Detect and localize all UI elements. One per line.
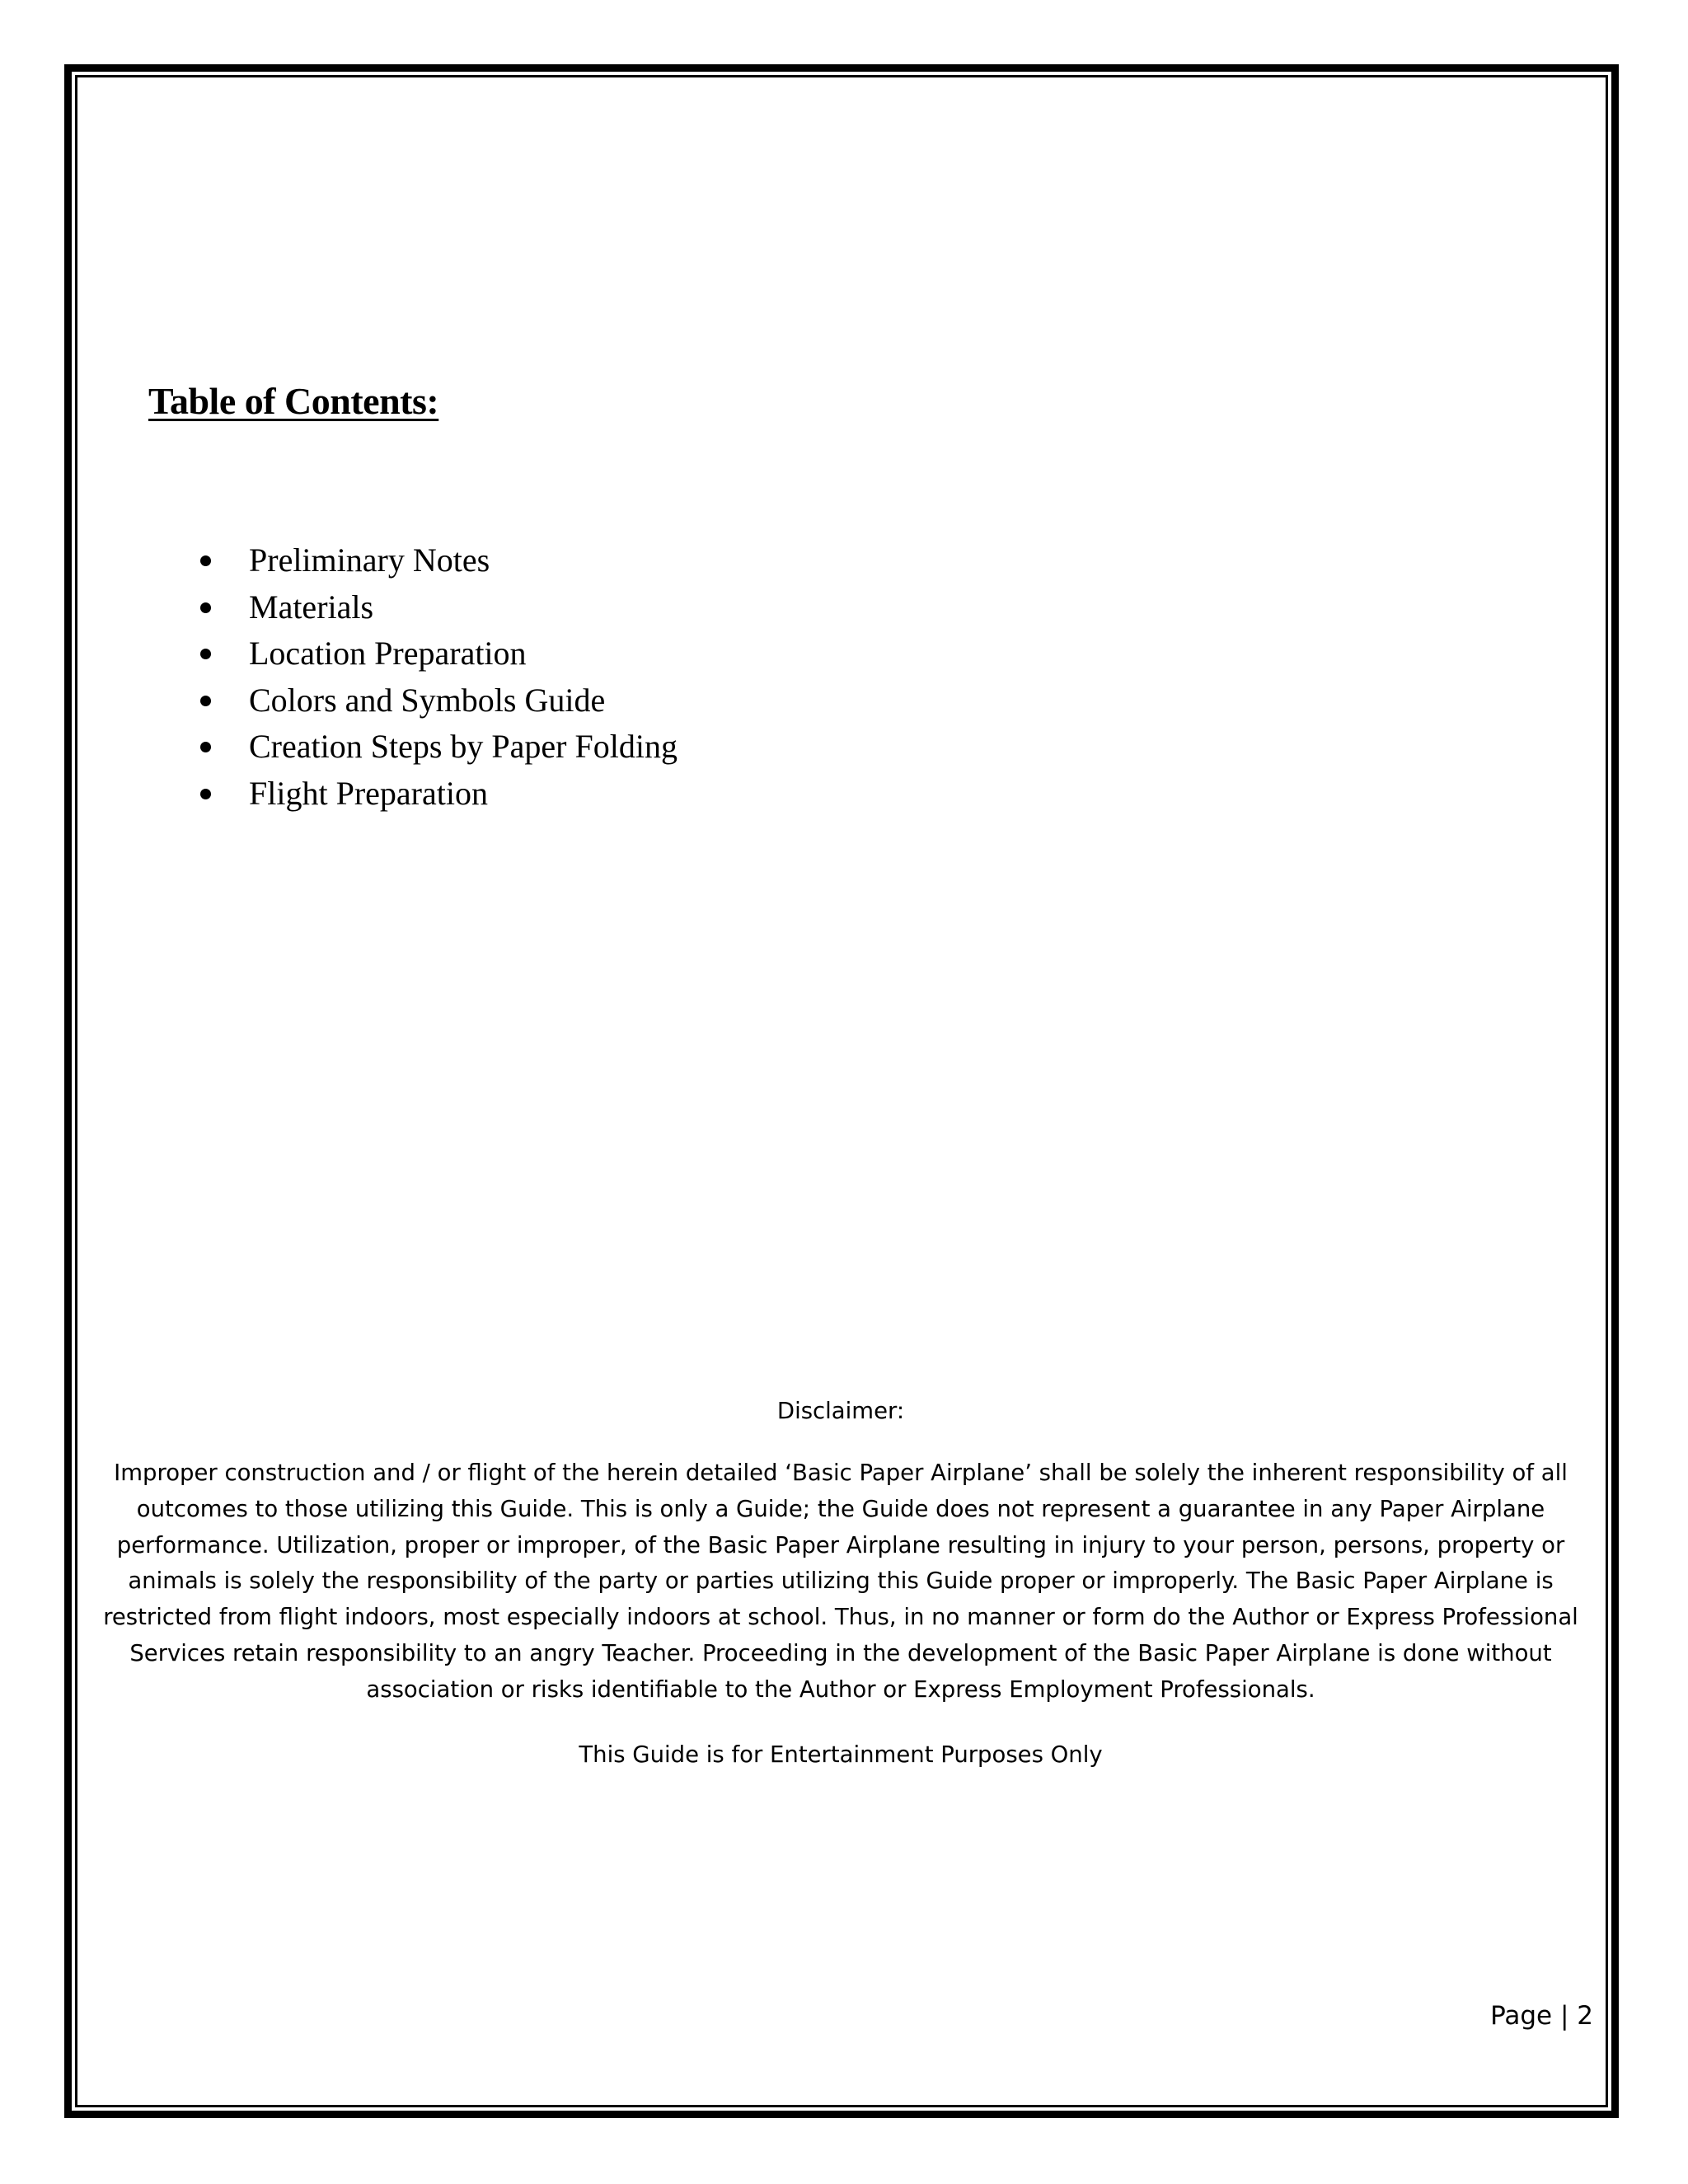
toc-item-label: Materials [249, 588, 374, 626]
toc-item [198, 677, 678, 724]
toc-item [198, 584, 678, 631]
toc-item-label: Location Preparation [249, 635, 527, 672]
toc-item-label: Preliminary Notes [249, 541, 490, 579]
bullet-icon [200, 789, 211, 799]
disclaimer-footer: This Guide is for Entertainment Purposes Only [579, 1741, 1103, 1768]
bullet-icon [200, 649, 211, 659]
toc-item [198, 724, 678, 771]
bullet-icon [200, 602, 211, 613]
page-number: Page | 2 [1490, 2001, 1593, 2031]
disclaimer-body: Improper construction and / or flight of the herein detailed ‘Basic Paper Airplane’ shall be solely the inherent responsibility of all outcomes to those utilizing this Guide. This is only a Guide; the Guide does not represent a guarantee in any Paper Airplane performance. Utilization, proper or improper, of the Basic Paper Airplane resulting in injury to your person, persons, property or animals is solely the responsibility of the party or parties utilizing this Guide proper or improperly. The Basic Paper Airplane is restricted from flight indoors, most especially indoors at school. Thus, in no manner or form do the Author or Express Professional Services retain responsibility to an angry Teacher. Proceeding in the development of the Basic Paper Airplane is done without association or risks identifiable to the Author or Express Employment Professionals. [103, 1460, 1578, 1703]
toc-item [198, 537, 678, 584]
disclaimer-section [91, 1393, 1591, 1773]
toc-item-label: Colors and Symbols Guide [249, 681, 606, 719]
toc-item [198, 771, 678, 818]
bullet-icon [200, 555, 211, 566]
bullet-icon [200, 696, 211, 706]
toc-item-label: Creation Steps by Paper Folding [249, 728, 678, 765]
bullet-icon [200, 742, 211, 752]
toc-item [198, 630, 678, 677]
toc-item-label: Flight Preparation [249, 774, 488, 812]
disclaimer-heading: Disclaimer: [776, 1398, 905, 1424]
toc-title: Table of Contents: [148, 380, 439, 422]
toc-list [198, 537, 678, 817]
